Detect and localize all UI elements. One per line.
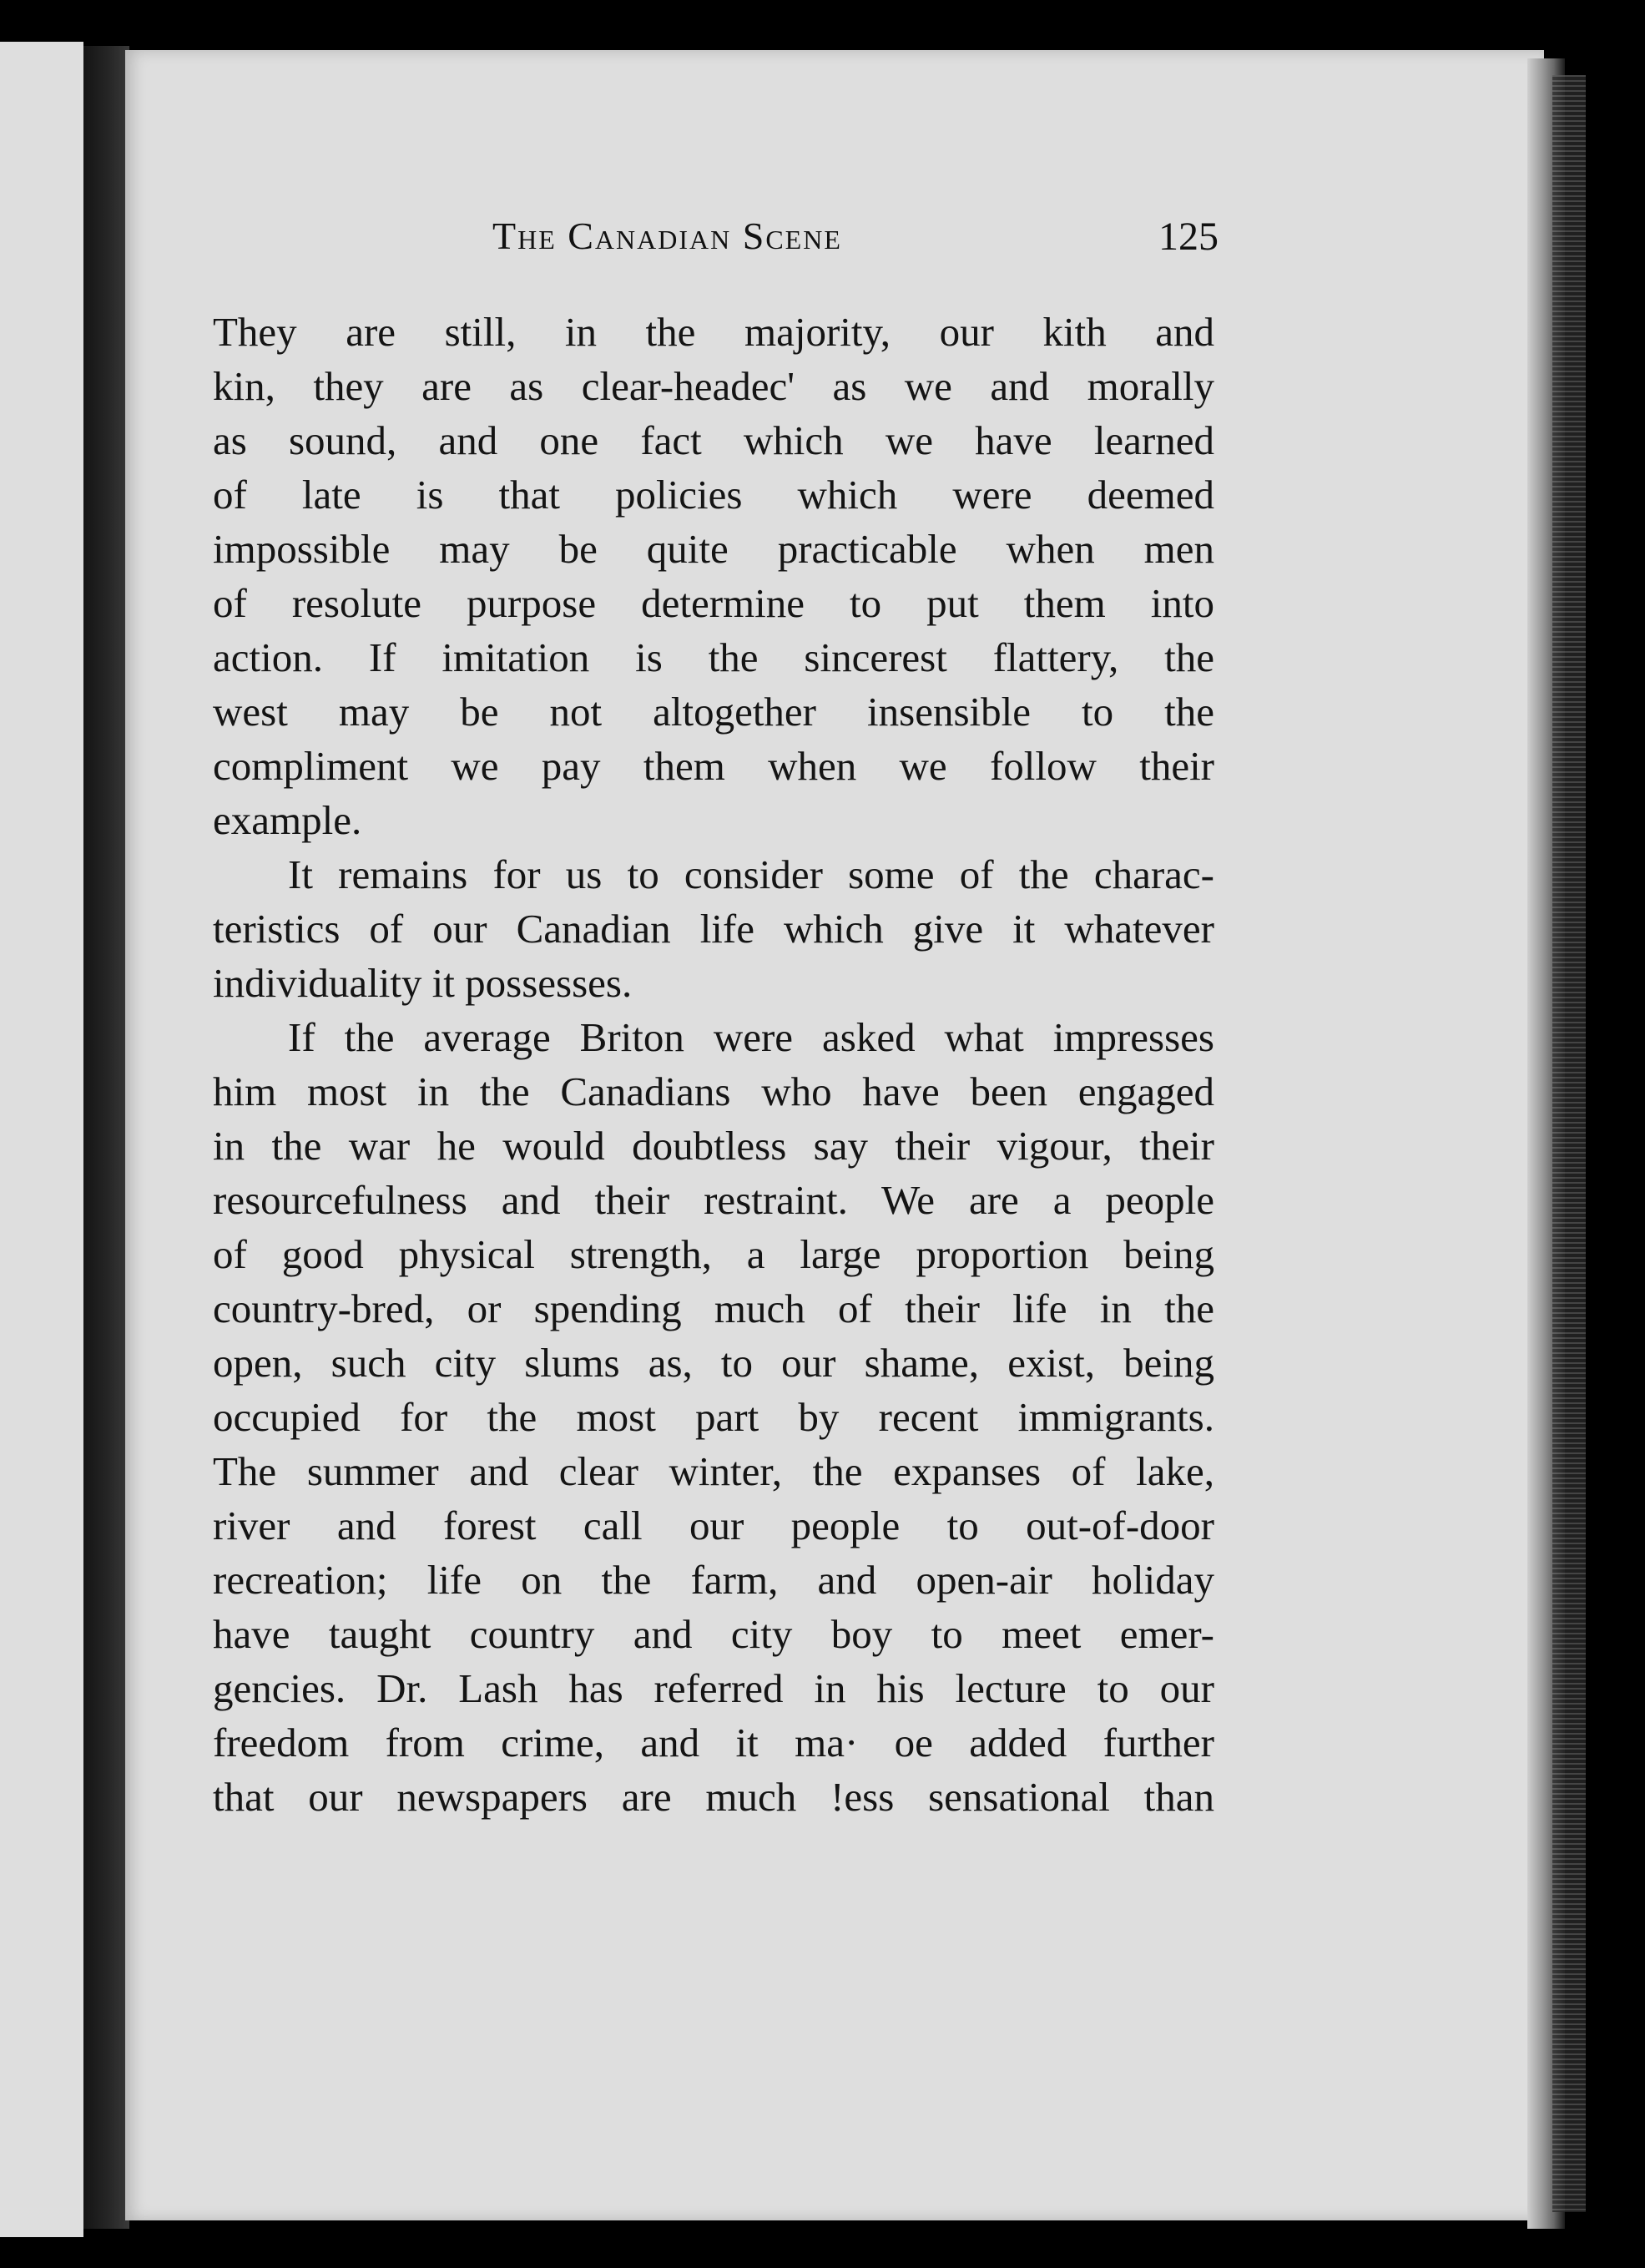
text-line: kin, they are as clear-headec' as we and morally [213, 363, 1214, 409]
page-number: 125 [1158, 215, 1219, 259]
text-line: The summer and clear winter, the expanses of lake, [213, 1448, 1214, 1494]
text-line: individuality it possesses. [213, 960, 633, 1006]
text-line: teristics of our Canadian life which give it whatever [213, 906, 1214, 952]
text-line: river and forest call our people to out-of-door [213, 1503, 1214, 1548]
text-line: open, such city slums as, to our shame, exist, being [213, 1340, 1214, 1386]
text-line: of good physical strength, a large proportion being [213, 1231, 1214, 1277]
text-line: recreation; life on the farm, and open-air holiday [213, 1557, 1214, 1603]
text-line: example. [213, 797, 362, 843]
text-line: resourcefulness and their restraint. We are a people [213, 1177, 1214, 1223]
text-line: that our newspapers are much !ess sensational than [213, 1774, 1214, 1820]
text-line: freedom from crime, and it ma· oe added further [213, 1720, 1214, 1765]
text-line: compliment we pay them when we follow their [213, 743, 1214, 789]
text-line: west may be not altogether insensible to the [213, 689, 1214, 735]
page-stack-edge [1552, 75, 1586, 2212]
text-line: him most in the Canadians who have been engaged [213, 1068, 1214, 1114]
text-line: impossible may be quite practicable when men [213, 526, 1214, 572]
text-line: action. If imitation is the sincerest flattery, the [213, 634, 1214, 680]
body-text [213, 305, 1214, 1824]
text-line: It remains for us to consider some of the charac- [288, 851, 1214, 897]
text-line: country-bred, or spending much of their life in the [213, 1286, 1214, 1331]
text-line: in the war he would doubtless say their vigour, their [213, 1123, 1214, 1169]
text-line: as sound, and one fact which we have learned [213, 417, 1214, 463]
text-line: occupied for the most part by recent immigrants. [213, 1394, 1214, 1440]
text-line: of resolute purpose determine to put them into [213, 580, 1214, 626]
text-line: gencies. Dr. Lash has referred in his lecture to our [213, 1665, 1214, 1711]
text-line: They are still, in the majority, our kith and [213, 309, 1214, 355]
running-head [492, 214, 1219, 264]
running-title: The Canadian Scene [492, 215, 842, 257]
facing-page [0, 42, 83, 2237]
text-line: of late is that policies which were deemed [213, 472, 1214, 518]
text-line: have taught country and city boy to meet emer- [213, 1611, 1214, 1657]
book-gutter [83, 46, 129, 2229]
text-line: If the average Briton were asked what impresses [288, 1014, 1214, 1060]
